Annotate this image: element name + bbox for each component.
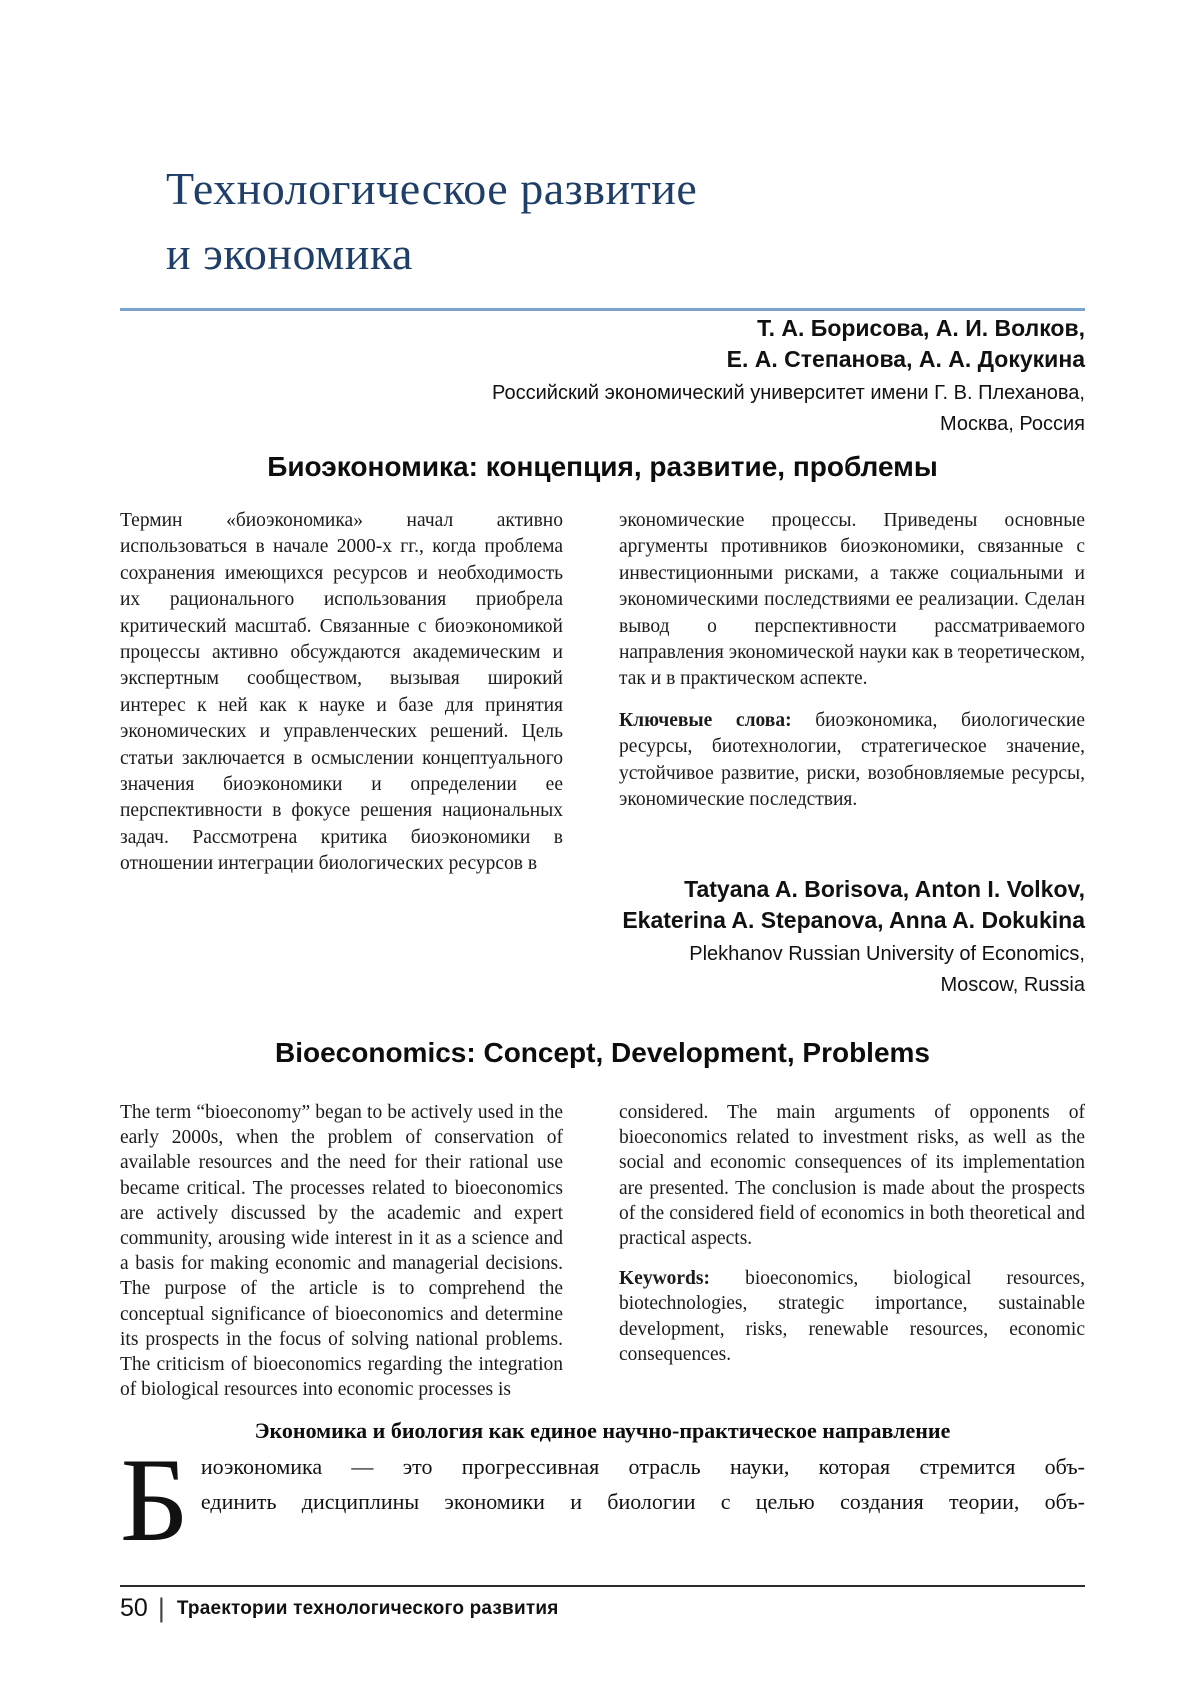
abstract-ru-column-1: [120, 508, 563, 878]
affiliation-ru-line-1: Российский экономический университет имени Г. В. Плеханова,: [492, 382, 1085, 404]
affiliation-en-line-1: Plekhanov Russian University of Economics,: [689, 943, 1085, 965]
keywords-ru-label: Ключевые слова:: [619, 709, 792, 731]
running-title: Траектории технологического развития: [176, 1597, 559, 1619]
lead-line-2: единить дисциплины экономики и биологии с целью создания теории, объ-: [200, 1489, 1085, 1514]
affiliation-en-line-2: Moscow, Russia: [940, 974, 1085, 996]
masthead-title-line-1: Технологическое развитие: [166, 163, 698, 214]
masthead-title-line-2: и экономика: [166, 228, 413, 279]
lead-paragraph: [120, 1433, 1085, 1566]
masthead-divider-rule: [120, 308, 1085, 311]
dropcap-letter: Б: [120, 1433, 189, 1566]
footer-separator: |: [157, 1593, 165, 1623]
article-title-english: Bioeconomics: Concept, Development, Problems: [274, 1037, 931, 1068]
authors-block-russian: [120, 313, 1085, 437]
authors-en-line-2: Ekaterina A. Stepanova, Anna A. Dokukina: [622, 907, 1085, 933]
authors-en-line-1: Tatyana A. Borisova, Anton I. Volkov,: [684, 876, 1085, 902]
abstract-english: [120, 1100, 1085, 1402]
abstract-en-column-1: [120, 1100, 563, 1402]
keywords-ru-text: биоэкономика, биологические ресурсы, биотехнологии, стратегическое значение, устойчивое развитие, риски, возобновляемые ресурсы, экономические последствия.: [619, 709, 1085, 811]
footer-rule: [120, 1585, 1085, 1587]
journal-masthead: [166, 156, 1066, 286]
authors-ru-line-2: Е. А. Степанова, А. А. Докукина: [726, 346, 1085, 372]
abstract-ru-text-1: Термин «биоэкономика» начал активно использоваться в начале 2000-х гг., когда проблема сохранения имеющихся ресурсов и необходимость их рационального использования приобрела критический масштаб. Связанные с биоэкономикой процессы активно обсуждаются академическим и экспертным сообществом, вызывая широкий интерес к ней как к науке и базе для принятия экономических и управленческих решений. Цель статьи заключается в осмыслении концептуального значения биоэкономики и определении ее перспективности в фокусе решения национальных задач. Рассмотрена критика биоэкономики в отношении интеграции биологических ресурсов в: [120, 510, 563, 875]
keywords-en: [619, 1266, 1085, 1367]
abstract-ru-column-2: [619, 508, 1085, 878]
abstract-en-text-2: considered. The main arguments of opponents of bioeconomics related to investment risks, as well as the social and economic consequences of its implementation are presented. The conclusion is made about the prospects of the considered field of economics in both theoretical and practical aspects.: [619, 1102, 1085, 1250]
abstract-russian: [120, 508, 1085, 878]
abstract-en-text-1: The term “bioeconomy” began to be actively used in the early 2000s, when the problem of conservation of available resources and the need for their rational use became critical. The processes related to bioeconomics are actively discussed by the academic and expert community, arousing wide interest in it as a science and a basis for making economic and managerial decisions. The purpose of the article is to comprehend the conceptual significance of bioeconomics and determine its prospects in the focus of solving national problems. The criticism of bioeconomics regarding the integration of biological resources into economic processes is: [120, 1102, 563, 1401]
lead-line-1: иоэкономика — это прогрессивная отрасль науки, которая стремится объ-: [200, 1454, 1085, 1479]
affiliation-ru-line-2: Москва, Россия: [940, 413, 1085, 435]
authors-block-english: [120, 874, 1085, 998]
abstract-en-column-2: [619, 1100, 1085, 1402]
page-number: 50: [120, 1594, 148, 1622]
keywords-en-label: Keywords:: [619, 1268, 710, 1290]
abstract-ru-text-2: экономические процессы. Приведены основные аргументы противников биоэкономики, связанные с инвестиционными рисками, а также социальными и экономическими последствиями ее реализации. Сделан вывод о перспективности рассматриваемого направления экономической науки как в теоретическом, так и в практическом аспекте.: [619, 510, 1085, 690]
keywords-en-text: bioeconomics, biological resources, biotechnologies, strategic importance, sustainable development, risks, renewable resources, economic consequences.: [619, 1268, 1085, 1365]
keywords-ru: [619, 708, 1085, 814]
footer: [120, 1593, 1085, 1624]
authors-ru-line-1: Т. А. Борисова, А. И. Волков,: [757, 315, 1085, 341]
article-title-russian: Биоэкономика: концепция, развитие, проблемы: [267, 451, 938, 482]
section-heading: Экономика и биология как единое научно-практическое направление: [254, 1418, 951, 1443]
